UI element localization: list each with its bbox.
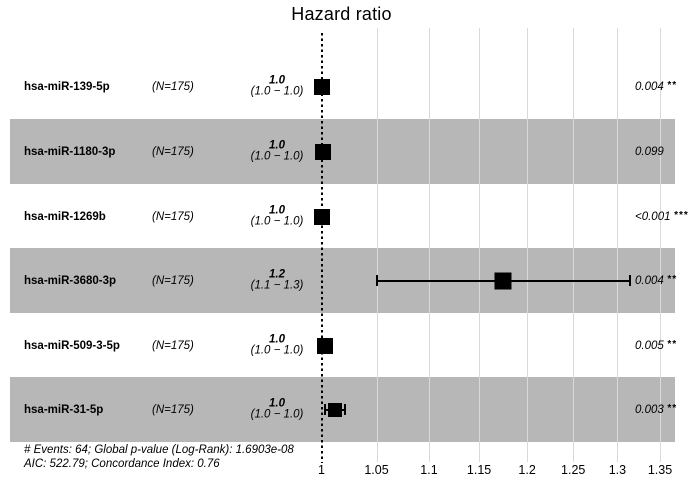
hr-marker [0, 248, 700, 313]
significance-stars: ** [666, 273, 677, 285]
hr-confidence-interval: (1.1 − 1.3) [250, 279, 304, 292]
hr-confidence-interval: (1.0 − 1.0) [250, 408, 304, 421]
significance-stars: *** [673, 209, 689, 221]
hr-point-square [314, 209, 330, 225]
hr-point-square [495, 272, 512, 289]
significance-stars: ** [666, 402, 677, 414]
footnote-line-2: AIC: 522.79; Concordance Index: 0.76 [24, 457, 220, 470]
p-value: 0.004 ** [635, 273, 677, 287]
mirna-label: hsa-miR-3680-3p [24, 274, 117, 287]
mirna-label: hsa-miR-139-5p [24, 80, 110, 93]
mirna-label: hsa-miR-1269b [24, 210, 106, 223]
p-value: 0.099 [635, 145, 664, 158]
sample-size-label: (N=175) [152, 145, 194, 158]
hr-confidence-interval: (1.0 − 1.0) [250, 215, 304, 228]
x-axis-tick-label: 1.35 [647, 463, 673, 477]
sample-size-label: (N=175) [152, 80, 194, 93]
hr-estimate: 1.0 [269, 204, 285, 217]
model-stats-footnote [24, 444, 294, 471]
x-axis-tick-label: 1.05 [364, 463, 389, 477]
sample-size-label: (N=175) [152, 403, 194, 416]
hr-point-square [328, 403, 342, 417]
hr-confidence-interval: (1.0 − 1.0) [250, 150, 304, 163]
hr-estimate: 1.0 [269, 74, 285, 87]
hr-marker [0, 54, 700, 119]
p-value: <0.001 *** [635, 209, 689, 223]
hr-estimate: 1.0 [269, 397, 285, 410]
sample-size-label: (N=175) [152, 210, 194, 223]
mirna-label: hsa-miR-1180-3p [24, 145, 116, 158]
hr-confidence-interval: (1.0 − 1.0) [250, 344, 304, 357]
x-axis-tick-label: 1.1 [420, 463, 438, 477]
sample-size-label: (N=175) [152, 274, 194, 287]
mirna-label: hsa-miR-31-5p [24, 403, 104, 416]
x-axis-tick-label: 1.2 [518, 463, 536, 477]
hr-point-square [314, 79, 330, 95]
hr-marker [0, 313, 700, 378]
significance-stars: ** [666, 338, 677, 350]
footnote-line-1: # Events: 64; Global p-value (Log-Rank): 1.6903e-08 [24, 444, 294, 456]
hr-marker [0, 119, 700, 184]
hr-marker [0, 377, 700, 442]
hr-estimate: 1.0 [269, 333, 285, 346]
hr-point-square [315, 144, 331, 160]
significance-stars: ** [666, 79, 677, 91]
hr-point-square [317, 338, 333, 354]
x-axis-tick-label: 1.3 [608, 463, 627, 477]
hr-estimate: 1.0 [269, 139, 285, 152]
hr-estimate: 1.2 [269, 268, 285, 281]
x-axis-tick-label: 1 [318, 463, 325, 477]
x-axis-tick-label: 1.15 [466, 463, 492, 477]
p-value: 0.004 ** [635, 79, 677, 93]
x-axis-tick-label: 1.25 [561, 463, 586, 477]
hr-confidence-interval: (1.0 − 1.0) [250, 85, 304, 98]
p-value: 0.005 ** [635, 338, 677, 352]
p-value: 0.003 ** [635, 402, 677, 416]
plot-title: Hazard ratio [291, 4, 392, 24]
mirna-label: hsa-miR-509-3-5p [24, 339, 120, 352]
sample-size-label: (N=175) [152, 339, 194, 352]
hr-marker [0, 184, 700, 249]
